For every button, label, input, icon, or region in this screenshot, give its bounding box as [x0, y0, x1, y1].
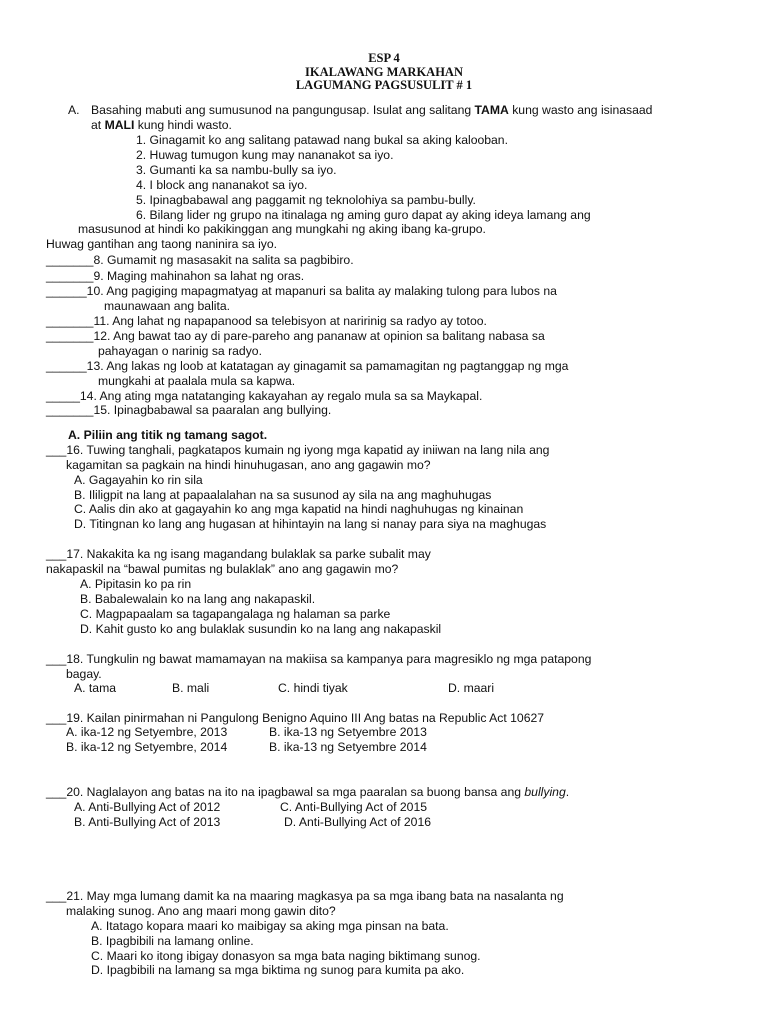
statement-2: 2. Huwag tumugon kung may nananakot sa iyo. [136, 148, 394, 162]
instr-mali: MALI [104, 118, 135, 132]
question-16-cont: kagamitan sa pagkain na hindi hinuhugasan, ano ang gagawin mo? [66, 458, 431, 472]
statement-5: 5. Ipinagbabawal ang paggamit ng teknolohiya sa pambu-bully. [136, 193, 476, 207]
statement-9: _______9. Maging mahinahon sa lahat ng oras. [46, 269, 305, 283]
q19-choice-b: B. ika-13 ng Setyembre 2013 [269, 725, 427, 739]
question-21: ___21. May mga lumang damit ka na maaring magkasya pa sa mga ibang bata na nasalanta ng [46, 889, 564, 903]
instr-text: Basahing mabuti ang sumusunod na pangungusap. Isulat ang salitang [91, 103, 475, 117]
exam-subtitle: IKALAWANG MARKAHAN [305, 64, 463, 79]
part-a-instructions [91, 103, 652, 118]
q21-choice-c: C. Maari ko itong ibigay donasyon sa mga bata naging biktimang sunog. [91, 949, 481, 963]
statement-3: 3. Gumanti ka sa nambu-bully sa iyo. [136, 163, 337, 177]
statement-14: _____14. Ang ating mga natatanging kakayahan ay regalo mula sa sa Maykapal. [46, 389, 483, 403]
q20-choice-d: D. Anti-Bullying Act of 2016 [284, 815, 432, 829]
q20-text: . [565, 785, 570, 799]
q20-choice-a: A. Anti-Bullying Act of 2012 [74, 800, 221, 814]
question-18: ___18. Tungkulin ng bawat mamamayan na makiisa sa kampanya para magresiklo ng mga patapong [46, 652, 592, 666]
statement-8: _______8. Gumamit ng masasakit na salita sa pagbibiro. [46, 253, 354, 267]
q21-choice-b: B. Ipagbibili na lamang online. [91, 934, 254, 948]
part-a-letter: A. [68, 103, 80, 117]
statement-10: ______10. Ang pagiging mapagmatyag at mapanuri sa balita ay malaking tulong para lubos na [46, 284, 557, 298]
exam-title: ESP 4 [368, 51, 400, 65]
q16-choice-d: D. Titingnan ko lang ang hugasan at hihintayin na lang si nanay para siya na maghugas [74, 517, 547, 531]
part-b-heading: A. Piliin ang titik ng tamang sagot. [68, 428, 268, 442]
exam-header [0, 52, 768, 93]
q17-choice-c: C. Magpapaalam sa tagapangalaga ng halaman sa parke [80, 607, 391, 621]
q21-choice-d: D. Ipagbibili na lamang sa mga biktima ng sunog para kumita pa ako. [91, 963, 465, 977]
statement-6: 6. Bilang lider ng grupo na itinalaga ng aming guro dapat ay aking ideya lamang ang [136, 208, 591, 222]
instr-text: kung wasto ang isinasaad [508, 103, 653, 117]
statement-1: 1. Ginagamit ko ang salitang patawad nang bukal sa aking kalooban. [136, 133, 508, 147]
question-20 [46, 785, 569, 800]
statement-13: ______13. Ang lakas ng loob at katatagan ay ginagamit sa pamamagitan ng pagtanggap ng mga [46, 359, 569, 373]
q18-choice-c: C. hindi tiyak [278, 681, 348, 695]
statement-4: 4. I block ang nananakot sa iyo. [136, 178, 308, 192]
q21-choice-a: A. Itatago kopara maari ko maibigay sa aking mga pinsan na bata. [91, 919, 449, 933]
question-19: ___19. Kailan pinirmahan ni Pangulong Benigno Aquino III Ang batas na Republic Act 10627 [46, 711, 545, 725]
q20-emphasis: bullying [524, 785, 566, 799]
q17-choice-a: A. Pipitasin ko pa rin [80, 577, 192, 591]
statement-13-cont: mungkahi at paalala mula sa kapwa. [98, 374, 296, 388]
q19-choice-d: B. ika-13 ng Setyembre 2014 [269, 740, 427, 754]
question-17: ___17. Nakakita ka ng isang magandang bulaklak sa parke subalit may [46, 547, 431, 561]
q19-choice-a: A. ika-12 ng Setyembre, 2013 [66, 725, 228, 739]
statement-12-cont: pahayagan o narinig sa radyo. [98, 344, 262, 358]
exam-name: LAGUMANG PAGSUSULIT # 1 [295, 78, 473, 92]
q17-choice-d: D. Kahit gusto ko ang bulaklak susundin ko na lang ang nakapaskil [80, 622, 442, 636]
question-16: ___16. Tuwing tanghali, pagkatapos kumain ng iyong mga kapatid ay iniiwan na lang nila ang [46, 443, 550, 457]
statement-7: Huwag gantihan ang taong naninira sa iyo. [46, 237, 278, 251]
q18-choice-a: A. tama [74, 681, 116, 695]
q16-choice-a: A. Gagayahin ko rin sila [74, 473, 203, 487]
statement-10-cont: maunawaan ang balita. [104, 299, 231, 313]
statement-6-cont: masusunod at hindi ko pakikinggan ang mungkahi ng aking ibang ka-grupo. [78, 222, 486, 236]
q20-text: ___20. Naglalayon ang batas na ito na ipagbawal sa mga paaralan sa buong bansa ang [46, 785, 525, 799]
q19-choice-c: B. ika-12 ng Setyembre, 2014 [66, 740, 228, 754]
question-21-cont: malaking sunog. Ano ang maari mong gawin dito? [66, 904, 336, 918]
instr-text: kung hindi wasto. [134, 118, 232, 132]
statement-15: _______15. Ipinagbabawal sa paaralan ang bullying. [46, 403, 332, 417]
q16-choice-c: C. Aalis din ako at gagayahin ko ang mga kapatid na hindi naghuhugas ng kinainan [74, 502, 524, 516]
q18-choice-b: B. mali [172, 681, 210, 695]
q18-choice-d: D. maari [448, 681, 495, 695]
q16-choice-b: B. Ililigpit na lang at papaalalahan na sa susunod ay sila na ang maghuhugas [74, 488, 492, 502]
statement-12: _______12. Ang bawat tao ay di pare-pareho ang pananaw at opinion sa balitang nabasa sa [46, 329, 545, 343]
question-18-cont: bagay. [66, 667, 102, 681]
part-a-instructions-cont [91, 118, 232, 133]
question-17-cont: nakapaskil na “bawal pumitas ng bulaklak” ano ang gagawin mo? [46, 562, 399, 576]
instr-text: at [91, 118, 105, 132]
q17-choice-b: B. Babalewalain ko na lang ang nakapaskil. [80, 592, 316, 606]
instr-tama: TAMA [474, 103, 509, 117]
q20-choice-b: B. Anti-Bullying Act of 2013 [74, 815, 221, 829]
q20-choice-c: C. Anti-Bullying Act of 2015 [280, 800, 428, 814]
statement-11: _______11. Ang lahat ng napapanood sa telebisyon at naririnig sa radyo ay totoo. [46, 314, 487, 328]
